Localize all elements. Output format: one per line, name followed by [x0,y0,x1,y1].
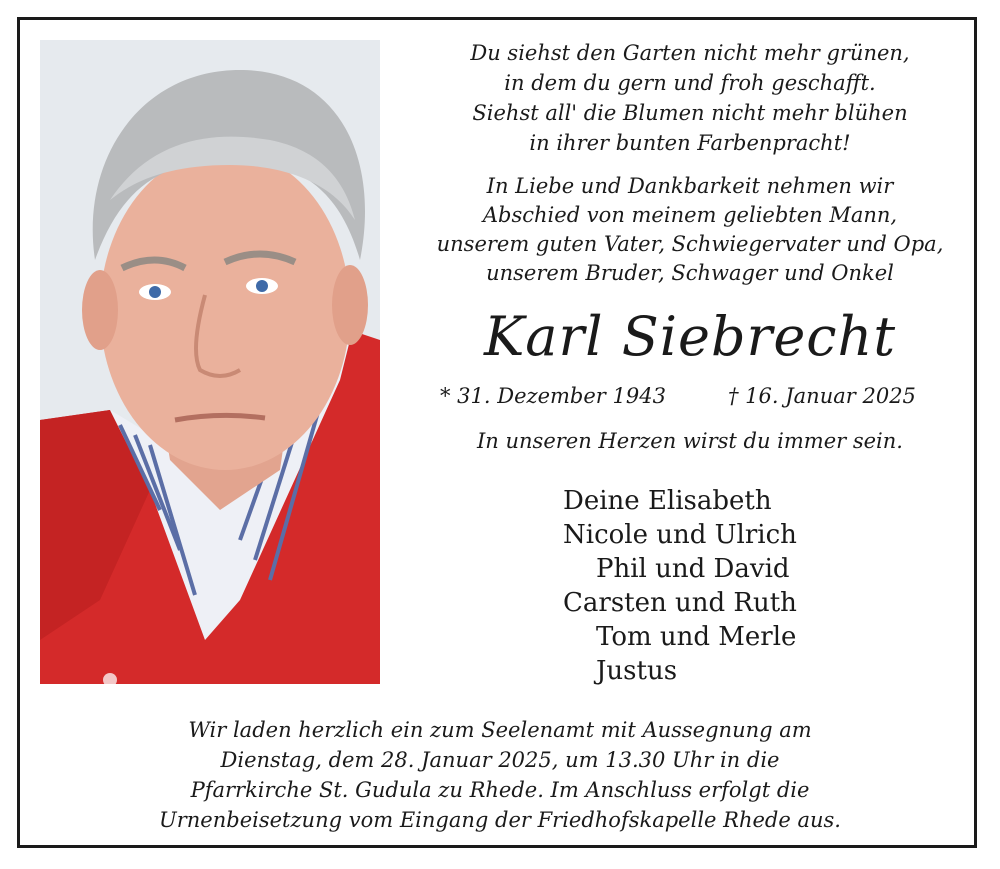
service-announcement [40,715,960,835]
deceased-name: Karl Siebrecht [483,305,897,368]
service-line: Wir laden herzlich ein zum Seelenamt mit Aussegnung am [188,718,812,742]
mourner: Deine Elisabeth [563,486,772,516]
memorial-motto: In unseren Herzen wirst du immer sein. [477,429,903,453]
farewell-line: In Liebe und Dankbarkeit nehmen wir [486,174,894,198]
birth-date: * 31. Dezember 1943 [440,384,666,408]
farewell-line: Abschied von meinem geliebten Mann, [482,203,898,227]
farewell-line: unserem guten Vater, Schwiegervater und Opa, [436,232,944,256]
farewell-text [405,172,975,288]
mourner: Tom und Merle [596,622,797,652]
poem-line: Du siehst den Garten nicht mehr grünen, [470,41,910,65]
portrait-illustration [40,40,380,684]
mourner: Carsten und Ruth [563,588,797,618]
mourner: Phil und David [596,554,790,584]
service-line: Dienstag, dem 28. Januar 2025, um 13.30 Uhr in die [220,748,780,772]
poem [405,38,975,158]
service-line: Urnenbeisetzung vom Eingang der Friedhofskapelle Rhede aus. [159,808,841,832]
service-line: Pfarrkirche St. Gudula zu Rhede. Im Anschluss erfolgt die [190,778,810,802]
mourner: Nicole und Ulrich [563,520,797,550]
poem-line: in ihrer bunten Farbenpracht! [529,131,851,155]
poem-line: in dem du gern und froh geschafft. [504,71,876,95]
farewell-line: unserem Bruder, Schwager und Onkel [486,261,894,285]
mourner: Justus [596,656,678,686]
death-date: † 16. Januar 2025 [728,384,916,408]
poem-line: Siehst all' die Blumen nicht mehr blühen [472,101,908,125]
portrait-photo [40,40,380,684]
